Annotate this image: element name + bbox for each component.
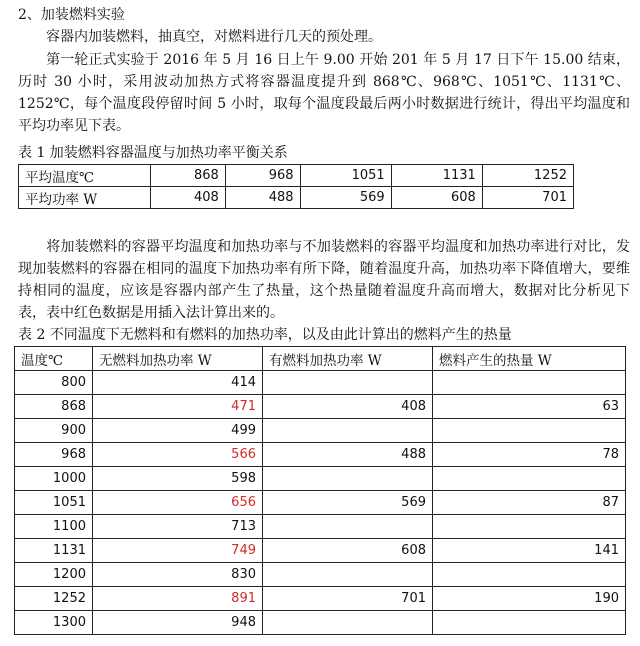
table-row	[15, 371, 626, 395]
table-cell: 1051	[300, 165, 391, 187]
temperature-cell: 1131	[15, 539, 93, 563]
fuel-heat-cell	[433, 371, 626, 395]
header-temperature: 温度℃	[15, 347, 93, 371]
fuel-heat-cell: 190	[433, 587, 626, 611]
no-fuel-power-cell: 471	[93, 395, 263, 419]
temperature-cell: 1252	[15, 587, 93, 611]
fuel-heat-cell	[433, 515, 626, 539]
table-cell: 1252	[482, 165, 573, 187]
table-row	[15, 587, 626, 611]
fuel-heat-cell: 63	[433, 395, 626, 419]
table2-caption: 表 2 不同温度下无燃料和有燃料的加热功率，以及由此计算出的燃料产生的热量	[18, 327, 512, 343]
fuel-heat-cell: 78	[433, 443, 626, 467]
header-fuel-heat: 燃料产生的热量 W	[433, 347, 626, 371]
no-fuel-power-cell: 656	[93, 491, 263, 515]
table-row	[15, 395, 626, 419]
fuel-heat-cell	[433, 419, 626, 443]
table-row	[15, 563, 626, 587]
with-fuel-power-cell: 408	[263, 395, 433, 419]
temperature-cell: 900	[15, 419, 93, 443]
with-fuel-power-cell: 701	[263, 587, 433, 611]
temperature-cell: 1051	[15, 491, 93, 515]
table-cell: 408	[151, 187, 226, 209]
fuel-heat-cell	[433, 467, 626, 491]
temperature-cell: 1200	[15, 563, 93, 587]
table-row	[15, 467, 626, 491]
no-fuel-power-cell: 891	[93, 587, 263, 611]
row-label: 平均温度℃	[19, 165, 151, 187]
heat-comparison-table	[14, 346, 626, 635]
table-row	[15, 611, 626, 635]
table-row	[15, 419, 626, 443]
header-with-fuel-power: 有燃料加热功率 W	[263, 347, 433, 371]
table-cell: 968	[225, 165, 300, 187]
with-fuel-power-cell: 608	[263, 539, 433, 563]
no-fuel-power-cell: 566	[93, 443, 263, 467]
table-row	[15, 539, 626, 563]
fuel-heat-cell: 141	[433, 539, 626, 563]
no-fuel-power-cell: 830	[93, 563, 263, 587]
temperature-cell: 1100	[15, 515, 93, 539]
with-fuel-power-cell: 488	[263, 443, 433, 467]
no-fuel-power-cell: 414	[93, 371, 263, 395]
with-fuel-power-cell	[263, 563, 433, 587]
no-fuel-power-cell: 749	[93, 539, 263, 563]
section-heading: 2、加装燃料实验	[18, 7, 125, 23]
table-cell: 868	[151, 165, 226, 187]
comparison-paragraph: 将加装燃料的容器平均温度和加热功率与不加装燃料的容器平均温度和加热功率进行对比，发现加装燃料的容器在相同的温度下加热功率有所下降，随着温度升高，加热功率下降值增大，要维持相同的温度，应该是容器内部产生了热量，这个热量随着温度升高而增大，数据对比分析见下表，表中红色数据是用插入法计算出来的。	[18, 239, 630, 321]
table-row	[15, 491, 626, 515]
table-row	[19, 165, 574, 187]
temperature-cell: 800	[15, 371, 93, 395]
intro-line: 容器内加装燃料，抽真空，对燃料进行几天的预处理。	[46, 29, 382, 45]
table-cell: 701	[482, 187, 573, 209]
with-fuel-power-cell: 569	[263, 491, 433, 515]
no-fuel-power-cell: 713	[93, 515, 263, 539]
with-fuel-power-cell	[263, 419, 433, 443]
row-label: 平均功率 W	[19, 187, 151, 209]
table1-caption: 表 1 加装燃料容器温度与加热功率平衡关系	[18, 145, 288, 161]
temperature-cell: 868	[15, 395, 93, 419]
fuel-heat-cell: 87	[433, 491, 626, 515]
table2-header-row	[15, 347, 626, 371]
with-fuel-power-cell	[263, 515, 433, 539]
no-fuel-power-cell: 948	[93, 611, 263, 635]
with-fuel-power-cell	[263, 371, 433, 395]
with-fuel-power-cell	[263, 467, 433, 491]
temperature-cell: 1300	[15, 611, 93, 635]
table-cell: 488	[225, 187, 300, 209]
table-cell: 608	[391, 187, 482, 209]
table-cell: 569	[300, 187, 391, 209]
no-fuel-power-cell: 499	[93, 419, 263, 443]
table-row	[19, 187, 574, 209]
temperature-power-table	[18, 164, 574, 209]
experiment-paragraph: 第一轮正式实验于 2016 年 5 月 16 日上午 9.00 开始 201 年 5 月 17 日下午 15.00 结束，历时 30 小时，采用波动加热方式将容器温度提升到 868℃、968℃、1051℃、1131℃、1252℃，每个温度段停留时间 5 小时，取每个温度段最后两小时数据进行统计，得出平均温度和平均功率见下表。	[18, 52, 630, 134]
fuel-heat-cell	[433, 563, 626, 587]
temperature-cell: 968	[15, 443, 93, 467]
table-cell: 1131	[391, 165, 482, 187]
no-fuel-power-cell: 598	[93, 467, 263, 491]
with-fuel-power-cell	[263, 611, 433, 635]
header-no-fuel-power: 无燃料加热功率 W	[93, 347, 263, 371]
fuel-heat-cell	[433, 611, 626, 635]
temperature-cell: 1000	[15, 467, 93, 491]
table-row	[15, 443, 626, 467]
table-row	[15, 515, 626, 539]
